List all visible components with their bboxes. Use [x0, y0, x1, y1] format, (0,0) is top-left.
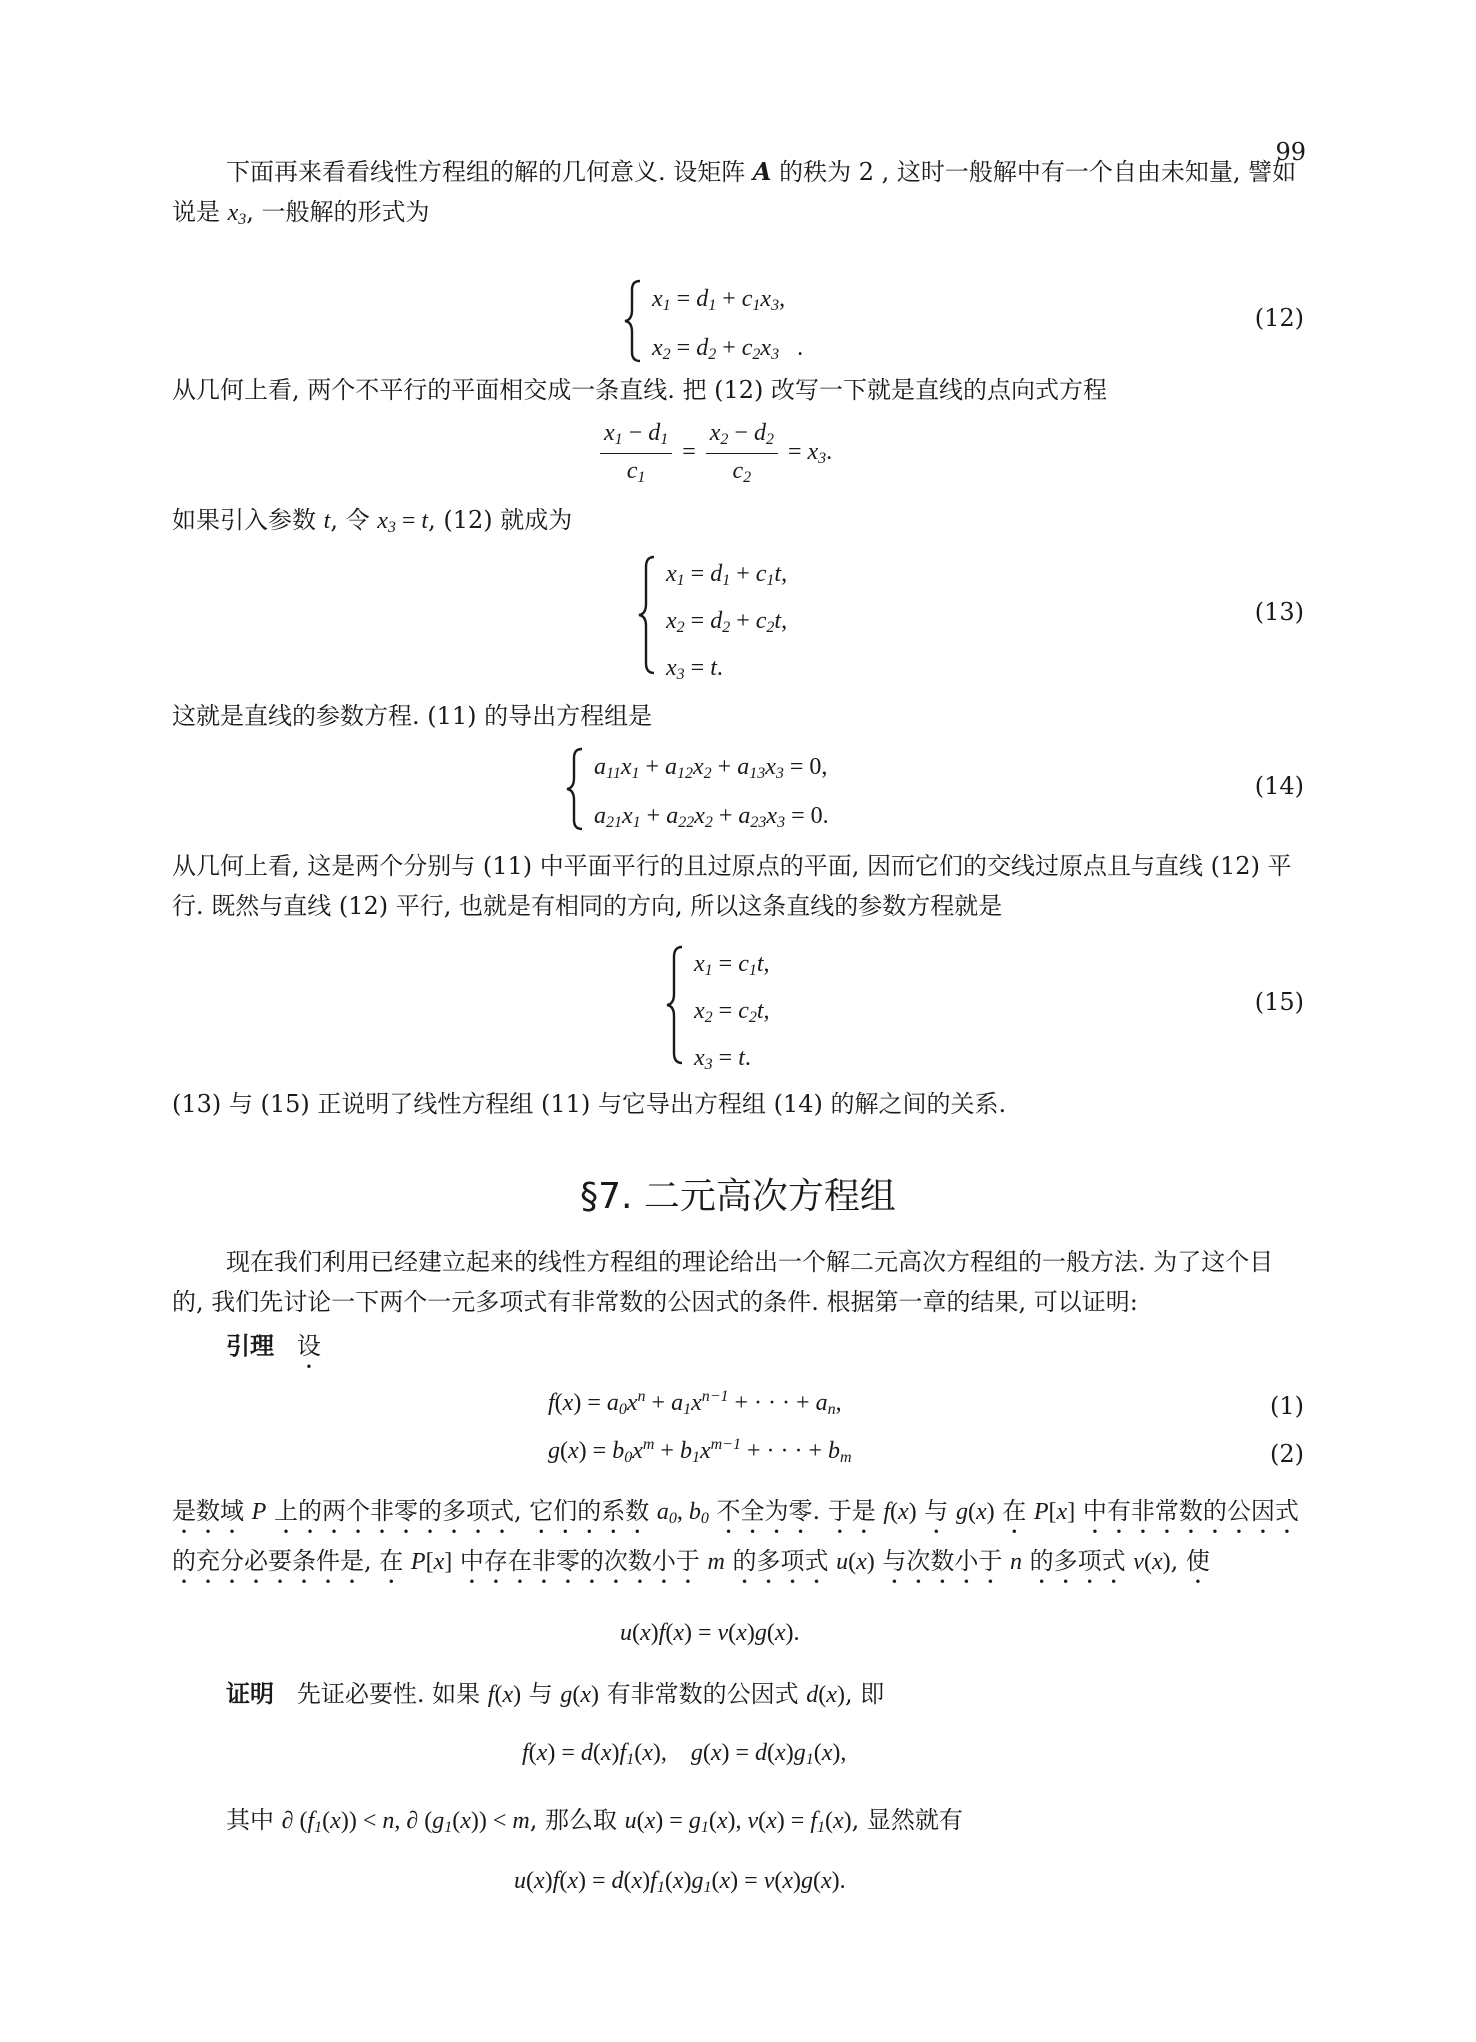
section-title: §7. 二元高次方程组 — [580, 1176, 896, 1217]
left-brace-icon — [636, 554, 660, 676]
equation-number-2: (2) — [1270, 1440, 1304, 1468]
left-brace-icon — [622, 278, 646, 364]
equation-number-13: (13) — [1254, 598, 1304, 626]
paragraph-section-intro: 现在我们利用已经建立起来的线性方程组的理论给出一个解二元高次方程组的一般方法. 为了这个目的, 我们先讨论一下两个一元多项式有非常数的公因式的条件. 根据第一章的结果, 可以证明: — [172, 1248, 1274, 1316]
p3-text-b: , 令 — [330, 506, 378, 534]
page-number: 99 — [1275, 138, 1306, 166]
p3-text-a: 如果引入参数 — [172, 506, 324, 534]
lemma-heading — [226, 1326, 826, 1374]
lemma-body: 是数域 P 上的两个非零的多项式, 它们的系数 $a_0$, $b_0$ 不全为零. 于是 f(x) 与 g(x) 在 P[x] 中有非常数的公因式的充分必要条件是, 在 P[x] 中存在非零的次数小于 m 的多项式 u(x) 与次数小于 n 的多项式 v(x), 使 — [172, 1497, 1299, 1575]
equation-factor: $f(x) = d(x)f_1(x)$, $g(x) = d(x)g_1(x)$, — [522, 1740, 847, 1768]
p1-text-c: , 一般解的形式为 — [246, 198, 430, 226]
paragraph-point-direction: 从几何上看, 两个不平行的平面相交成一条直线. 把 (12) 改写一下就是直线的点向式方程 — [172, 376, 1108, 404]
equation-number-12: (12) — [1254, 304, 1304, 332]
eq14-line1: $a_{11}x_1 + a_{12}x_2 + a_{13}x_3 = 0$, — [594, 754, 828, 782]
equation-12 — [622, 278, 803, 376]
equation-number-14: (14) — [1254, 772, 1304, 800]
equation-13 — [636, 554, 787, 695]
eq12-line1: $x_1 = d_1 + c_1x_3$, — [652, 286, 786, 314]
matrix-a: A — [752, 157, 772, 186]
lemma-label: 引理 — [226, 1332, 274, 1360]
equation-point-direction: $\frac{x_1 - d_1}{c_1}$ = $\frac{x_2 - d_2}{c_2}$ = $x_3$. — [596, 420, 832, 487]
x3-inline: $x_3$ — [227, 200, 247, 228]
paragraph-derived-system: 这就是直线的参数方程. (11) 的导出方程组是 — [172, 702, 653, 730]
eq15-line3: $x_3 = t$. — [694, 1045, 751, 1073]
eq13-line1: $x_1 = d_1 + c_1t$, — [666, 561, 788, 589]
proof-paragraph: 证明 先证必要性. 如果 f(x) 与 g(x) 有非常数的公因式 d(x), 即 — [226, 1680, 885, 1708]
eq12-line2: $x_2 = d_2 + c_2x_3$ . — [652, 335, 804, 363]
eq13-line3: $x_3 = t$. — [666, 655, 723, 683]
left-brace-icon — [564, 746, 588, 832]
paragraph-geometric-meaning — [172, 152, 1304, 240]
equation-15 — [664, 944, 770, 1085]
p3-text-c: , (12) 就成为 — [428, 506, 573, 534]
eq14-line2: $a_{21}x_1 + a_{22}x_2 + a_{23}x_3 = 0$. — [594, 803, 829, 831]
lemma-text: 设 — [296, 1332, 321, 1360]
paragraph-degree: 其中 ∂ $(f_1(x)) < n$, ∂ $(g_1(x)) < m$, 那么取 $u(x) = g_1(x)$, $v(x) = f_1(x)$, 显然就有 — [226, 1806, 963, 1836]
proof-label: 证明 — [226, 1680, 274, 1708]
equation-number-15: (15) — [1254, 988, 1304, 1016]
eq15-line1: $x_1 = c_1t$, — [694, 951, 770, 979]
equation-14 — [564, 746, 829, 844]
equation-2: $g(x) = b_0x^m + b_1x^{m-1}$ + · · · + $b_m$ — [548, 1436, 852, 1466]
equation-1: $f(x) = a_0x^n + a_1x^{n-1}$ + · · · + $a_n$, — [548, 1388, 842, 1418]
equation-uf-vg: u(x)f(x) = v(x)g(x). — [620, 1620, 800, 1646]
paragraph-parallel-line: 从几何上看, 这是两个分别与 (11) 中平面平行的且过原点的平面, 因而它们的交线过原点且与直线 (12) 平行. 既然与直线 (12) 平行, 也就是有相同的方向, 所以这条直线的参数方程就是 — [172, 852, 1292, 920]
paragraph-parameter: 如果引入参数 t, 令 $x_3 = t$, (12) 就成为 — [172, 506, 573, 536]
eq13-line2: $x_2 = d_2 + c_2t$, — [666, 608, 788, 636]
equation-final: $u(x)f(x) = d(x)f_1(x)g_1(x) = v(x)g(x)$. — [514, 1868, 846, 1896]
paragraph-relation: (13) 与 (15) 正说明了线性方程组 (11) 与它导出方程组 (14) 的解之间的关系. — [172, 1090, 1007, 1118]
eq15-line2: $x_2 = c_2t$, — [694, 998, 770, 1026]
equation-number-1: (1) — [1270, 1392, 1304, 1420]
left-brace-icon — [664, 944, 688, 1066]
p1-text-a: 下面再来看看线性方程组的解的几何意义. 设矩阵 — [226, 158, 753, 186]
p1-text-b: 的秩为 2 , 这时一般解中有一个自由未知量, 譬如说是 — [172, 158, 1297, 226]
